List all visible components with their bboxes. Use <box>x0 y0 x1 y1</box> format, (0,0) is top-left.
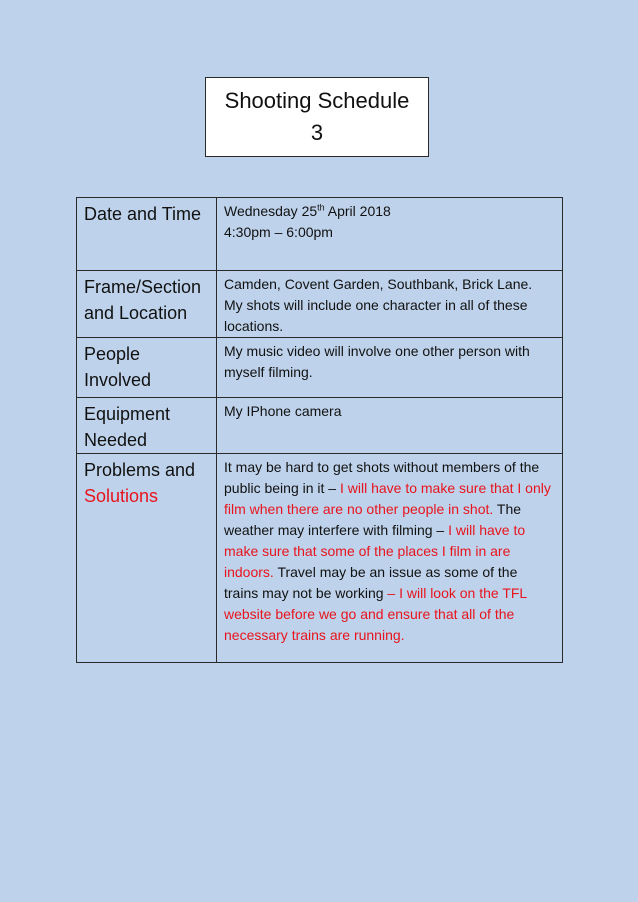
label-equipment-line-2: Needed <box>84 430 148 450</box>
label-problems-line-1: Problems and <box>84 460 196 480</box>
label-problems <box>77 454 217 663</box>
row-people <box>77 338 563 398</box>
label-equipment-line-1: Equipment <box>84 404 171 424</box>
label-date-time <box>77 198 217 271</box>
schedule-table <box>76 197 563 663</box>
row-problems <box>77 454 563 663</box>
date-month-year: April 2018 <box>324 203 391 219</box>
value-date-time <box>217 198 563 271</box>
label-solutions: Solutions <box>84 486 159 506</box>
label-equipment <box>77 398 217 454</box>
label-location-line-1: Frame/Section <box>84 277 202 297</box>
title-line-2: 3 <box>310 120 324 145</box>
row-location <box>77 271 563 338</box>
value-equipment: My IPhone camera <box>217 398 563 454</box>
value-people: My music video will involve one other person with myself filming. <box>217 338 563 398</box>
value-location: Camden, Covent Garden, Southbank, Brick Lane. My shots will include one character in all of these locations. <box>217 271 563 338</box>
problem-2: The weather may interfere with filming – <box>224 501 522 538</box>
label-people-line-1: People <box>84 344 141 364</box>
problem-1: It may be hard to get shots without members of the public being in it – <box>224 459 540 496</box>
date-weekday: Wednesday 25 <box>224 203 318 219</box>
label-location <box>77 271 217 338</box>
date-line <box>224 201 554 222</box>
date-suffix: th <box>317 202 325 213</box>
label-people-line-2: Involved <box>84 370 152 390</box>
title-line-1: Shooting Schedule <box>224 88 410 113</box>
row-equipment <box>77 398 563 454</box>
solution-1: I will have to make sure that I only film when there are no other people in shot. <box>224 480 551 517</box>
solution-2: I will have to make sure that some of the places I film in are indoors. <box>224 522 526 580</box>
solution-3: – I will look on the TFL website before we go and ensure that all of the necessary trains are running. <box>224 585 527 643</box>
time-line: 4:30pm – 6:00pm <box>224 224 333 240</box>
label-people <box>77 338 217 398</box>
problem-3: Travel may be an issue as some of the trains may not be working <box>224 564 518 601</box>
value-problems <box>217 454 563 663</box>
row-date-time <box>77 198 563 271</box>
label-location-line-2: and Location <box>84 303 188 323</box>
label-date-time-text: Date and Time <box>84 204 202 224</box>
title-box <box>205 77 429 157</box>
